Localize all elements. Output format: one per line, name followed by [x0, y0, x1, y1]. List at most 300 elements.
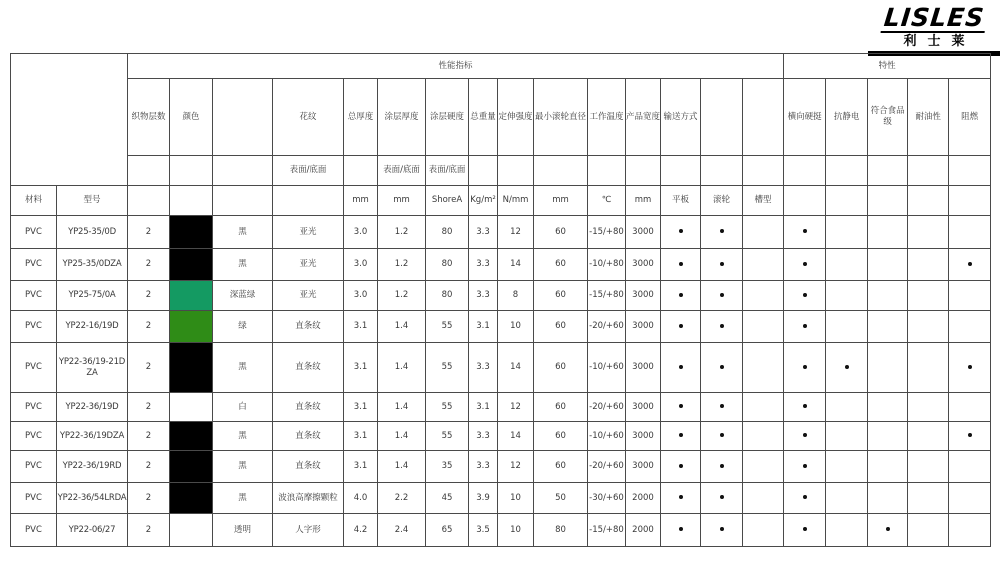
- cell-marker: [826, 451, 868, 483]
- cell-marker: [868, 451, 908, 483]
- cell-plies: 2: [128, 216, 170, 249]
- cell-pattern: 直条纹: [273, 311, 344, 343]
- dot-marker: [720, 365, 724, 369]
- cell-marker: [701, 451, 743, 483]
- cell-material: PVC: [11, 422, 57, 451]
- sub-header-pattern-surface: 表面/底面: [273, 156, 344, 186]
- cell-plies: 2: [128, 281, 170, 311]
- dot-marker: [679, 324, 683, 328]
- cell-marker: [908, 249, 949, 281]
- cell-marker: [661, 483, 701, 514]
- dot-marker: [679, 262, 683, 266]
- cell-marker: [868, 343, 908, 393]
- cell-marker: [826, 393, 868, 422]
- cell-value: 3.3: [469, 451, 498, 483]
- unit-tensile-strength: N/mm: [498, 186, 534, 216]
- cell-marker: [661, 249, 701, 281]
- table-row: [11, 514, 991, 547]
- cell-value: 3000: [626, 393, 661, 422]
- cell-marker: [784, 281, 826, 311]
- cell-marker: [908, 514, 949, 547]
- cell-model: YP22-36/19DZA: [57, 422, 128, 451]
- cell-marker: [784, 422, 826, 451]
- cell-pattern: 直条纹: [273, 393, 344, 422]
- cell-value: -15/+80: [588, 281, 626, 311]
- sub-blank: [661, 156, 701, 186]
- sub-blank: [743, 156, 784, 186]
- cell-value: -15/+80: [588, 514, 626, 547]
- cell-marker: [949, 281, 991, 311]
- cell-marker: [826, 483, 868, 514]
- cell-plies: 2: [128, 311, 170, 343]
- dot-marker: [679, 495, 683, 499]
- table-row: [11, 451, 991, 483]
- convey-flat-label: 平板: [661, 186, 701, 216]
- unit-blank: [128, 186, 170, 216]
- col-header-food-grade: 符合食品级: [868, 79, 908, 156]
- dot-marker: [720, 262, 724, 266]
- brand-logo-cjk: 利士莱: [903, 34, 976, 49]
- dot-marker: [803, 324, 807, 328]
- table-row: [11, 249, 991, 281]
- table-row: [11, 281, 991, 311]
- brand-logo: [868, 5, 1000, 56]
- col-header-color: 颜色: [170, 79, 213, 156]
- unit-blank: [826, 186, 868, 216]
- color-swatch: [170, 249, 213, 281]
- unit-blank: [273, 186, 344, 216]
- cell-marker: [868, 483, 908, 514]
- color-swatch: [170, 216, 213, 249]
- color-swatch: [170, 343, 213, 393]
- dot-marker: [845, 365, 849, 369]
- cell-value: 3.5: [469, 514, 498, 547]
- cell-model: YP25-35/0DZA: [57, 249, 128, 281]
- unit-blank: [784, 186, 826, 216]
- unit-blank: [868, 186, 908, 216]
- cell-value: 12: [498, 393, 534, 422]
- sub-header-row: [11, 156, 991, 186]
- cell-value: 3000: [626, 343, 661, 393]
- cell-value: 55: [426, 311, 469, 343]
- convey-trough-label: 槽型: [743, 186, 784, 216]
- cell-marker: [868, 216, 908, 249]
- cell-value: 80: [426, 249, 469, 281]
- cell-value: 3.3: [469, 281, 498, 311]
- cell-marker: [868, 514, 908, 547]
- sub-blank: [469, 156, 498, 186]
- cell-marker: [743, 216, 784, 249]
- cell-value: 14: [498, 422, 534, 451]
- row-header-material: 材料: [11, 186, 57, 216]
- col-header-total-weight: 总重量: [469, 79, 498, 156]
- cell-marker: [908, 343, 949, 393]
- cell-model: YP22-36/19-21DZA: [57, 343, 128, 393]
- cell-value: 3.3: [469, 249, 498, 281]
- cell-marker: [661, 343, 701, 393]
- sub-blank: [128, 156, 170, 186]
- sub-blank: [908, 156, 949, 186]
- sub-blank: [213, 156, 273, 186]
- cell-value: 55: [426, 422, 469, 451]
- dot-marker: [679, 404, 683, 408]
- cell-plies: 2: [128, 451, 170, 483]
- dot-marker: [803, 404, 807, 408]
- sub-blank: [344, 156, 378, 186]
- cell-marker: [949, 451, 991, 483]
- cell-marker: [908, 483, 949, 514]
- cell-marker: [949, 483, 991, 514]
- cell-value: 2.4: [378, 514, 426, 547]
- cell-value: 10: [498, 311, 534, 343]
- cell-value: -15/+80: [588, 216, 626, 249]
- unit-total-thickness: mm: [344, 186, 378, 216]
- cell-value: 3.3: [469, 343, 498, 393]
- cell-marker: [949, 311, 991, 343]
- cell-value: 3.3: [469, 422, 498, 451]
- cell-value: 3.0: [344, 216, 378, 249]
- dot-marker: [803, 495, 807, 499]
- sub-blank: [784, 156, 826, 186]
- units-row: [11, 186, 991, 216]
- dot-marker: [720, 293, 724, 297]
- cell-color-name: 深蓝绿: [213, 281, 273, 311]
- cell-material: PVC: [11, 393, 57, 422]
- cell-value: 12: [498, 216, 534, 249]
- cell-pattern: 直条纹: [273, 451, 344, 483]
- cell-pattern: 直条纹: [273, 422, 344, 451]
- cell-value: 3000: [626, 249, 661, 281]
- cell-value: 50: [534, 483, 588, 514]
- cell-marker: [743, 393, 784, 422]
- cell-marker: [701, 311, 743, 343]
- cell-model: YP25-75/0A: [57, 281, 128, 311]
- sub-header-coat-thickness-surface: 表面/底面: [378, 156, 426, 186]
- col-header-coating-hardness: 涂层硬度: [426, 79, 469, 156]
- col-header-tensile-strength: 定伸强度: [498, 79, 534, 156]
- cell-value: 2000: [626, 514, 661, 547]
- unit-blank: [170, 186, 213, 216]
- cell-marker: [949, 216, 991, 249]
- cell-value: 3000: [626, 216, 661, 249]
- group-header-row: [11, 54, 991, 79]
- dot-marker: [720, 464, 724, 468]
- cell-marker: [661, 216, 701, 249]
- cell-marker: [908, 393, 949, 422]
- cell-value: 80: [426, 216, 469, 249]
- sub-blank: [701, 156, 743, 186]
- unit-total-weight: Kg/m²: [469, 186, 498, 216]
- cell-marker: [868, 249, 908, 281]
- cell-marker: [701, 422, 743, 451]
- cell-marker: [908, 311, 949, 343]
- product-spec-table: [10, 53, 991, 547]
- sub-blank: [826, 156, 868, 186]
- cell-marker: [743, 483, 784, 514]
- color-swatch: [170, 281, 213, 311]
- cell-value: 3.0: [344, 249, 378, 281]
- cell-marker: [784, 514, 826, 547]
- cell-value: -30/+60: [588, 483, 626, 514]
- cell-marker: [661, 514, 701, 547]
- table-row: [11, 343, 991, 393]
- cell-material: PVC: [11, 249, 57, 281]
- cell-material: PVC: [11, 451, 57, 483]
- cell-value: 35: [426, 451, 469, 483]
- cell-marker: [868, 422, 908, 451]
- cell-color-name: 白: [213, 393, 273, 422]
- cell-material: PVC: [11, 216, 57, 249]
- cell-marker: [826, 311, 868, 343]
- table-row: [11, 422, 991, 451]
- dot-marker: [679, 229, 683, 233]
- cell-value: 14: [498, 343, 534, 393]
- cell-plies: 2: [128, 514, 170, 547]
- sub-blank: [170, 156, 213, 186]
- cell-marker: [784, 249, 826, 281]
- cell-value: 14: [498, 249, 534, 281]
- cell-value: 3.1: [469, 393, 498, 422]
- cell-value: 8: [498, 281, 534, 311]
- cell-value: 3.1: [344, 311, 378, 343]
- cell-value: 4.2: [344, 514, 378, 547]
- sub-blank: [534, 156, 588, 186]
- cell-pattern: 亚光: [273, 216, 344, 249]
- cell-marker: [743, 249, 784, 281]
- table-row: [11, 311, 991, 343]
- dot-marker: [679, 464, 683, 468]
- cell-model: YP22-16/19D: [57, 311, 128, 343]
- cell-value: -10/+60: [588, 343, 626, 393]
- col-header-working-temperature: 工作温度: [588, 79, 626, 156]
- col-header-antistatic: 抗静电: [826, 79, 868, 156]
- table-row: [11, 393, 991, 422]
- convey-roller-label: 滚轮: [701, 186, 743, 216]
- cell-marker: [908, 451, 949, 483]
- cell-color-name: 黑: [213, 343, 273, 393]
- cell-marker: [661, 281, 701, 311]
- group-header-performance: 性能指标: [128, 54, 784, 79]
- cell-marker: [826, 343, 868, 393]
- cell-value: 60: [534, 249, 588, 281]
- col-header-min-roller-diameter: 最小滚轮直径: [534, 79, 588, 156]
- dot-marker: [679, 527, 683, 531]
- cell-material: PVC: [11, 311, 57, 343]
- unit-blank: [213, 186, 273, 216]
- cell-value: 80: [534, 514, 588, 547]
- cell-value: 12: [498, 451, 534, 483]
- cell-value: 10: [498, 483, 534, 514]
- unit-coating-hardness: ShoreA: [426, 186, 469, 216]
- dot-marker: [720, 229, 724, 233]
- dot-marker: [968, 433, 972, 437]
- cell-marker: [826, 422, 868, 451]
- cell-plies: 2: [128, 393, 170, 422]
- cell-plies: 2: [128, 343, 170, 393]
- unit-coating-thickness: mm: [378, 186, 426, 216]
- col-header-product-width: 产品宽度: [626, 79, 661, 156]
- col-header-blank-2: [743, 79, 784, 156]
- dot-marker: [803, 365, 807, 369]
- cell-material: PVC: [11, 343, 57, 393]
- cell-color-name: 绿: [213, 311, 273, 343]
- cell-plies: 2: [128, 422, 170, 451]
- cell-value: -20/+60: [588, 451, 626, 483]
- dot-marker: [720, 404, 724, 408]
- cell-marker: [743, 451, 784, 483]
- cell-marker: [949, 343, 991, 393]
- cell-value: 80: [426, 281, 469, 311]
- cell-value: 3.1: [344, 393, 378, 422]
- unit-product-width: mm: [626, 186, 661, 216]
- cell-marker: [826, 514, 868, 547]
- cell-value: 1.4: [378, 343, 426, 393]
- cell-marker: [826, 281, 868, 311]
- sub-blank: [949, 156, 991, 186]
- cell-value: 3.3: [469, 216, 498, 249]
- cell-color-name: 黑: [213, 216, 273, 249]
- cell-marker: [701, 393, 743, 422]
- dot-marker: [720, 324, 724, 328]
- cell-value: 65: [426, 514, 469, 547]
- cell-pattern: 直条纹: [273, 343, 344, 393]
- cell-color-name: 黑: [213, 483, 273, 514]
- sub-header-coat-hardness-surface: 表面/底面: [426, 156, 469, 186]
- col-header-flame-retardant: 阻燃: [949, 79, 991, 156]
- dot-marker: [803, 464, 807, 468]
- cell-marker: [701, 514, 743, 547]
- cell-value: 2.2: [378, 483, 426, 514]
- sub-blank: [498, 156, 534, 186]
- cell-marker: [743, 311, 784, 343]
- dot-marker: [720, 433, 724, 437]
- col-header-oil-resistance: 耐油性: [908, 79, 949, 156]
- cell-marker: [949, 514, 991, 547]
- cell-model: YP22-06/27: [57, 514, 128, 547]
- cell-marker: [784, 343, 826, 393]
- cell-marker: [868, 281, 908, 311]
- cell-value: 1.4: [378, 422, 426, 451]
- col-header-lateral-stiffness: 横向硬挺: [784, 79, 826, 156]
- col-header-pattern: 花纹: [273, 79, 344, 156]
- cell-value: 60: [534, 343, 588, 393]
- cell-color-name: 黑: [213, 422, 273, 451]
- dot-marker: [720, 527, 724, 531]
- cell-value: 60: [534, 281, 588, 311]
- color-swatch: [170, 422, 213, 451]
- cell-value: 1.4: [378, 393, 426, 422]
- cell-value: -10/+60: [588, 422, 626, 451]
- cell-color-name: 黑: [213, 451, 273, 483]
- unit-blank: [949, 186, 991, 216]
- cell-marker: [784, 216, 826, 249]
- cell-marker: [949, 249, 991, 281]
- cell-pattern: 人字形: [273, 514, 344, 547]
- cell-marker: [661, 311, 701, 343]
- cell-plies: 2: [128, 249, 170, 281]
- cell-material: PVC: [11, 514, 57, 547]
- cell-marker: [784, 393, 826, 422]
- cell-marker: [743, 422, 784, 451]
- cell-model: YP22-36/54LRDA: [57, 483, 128, 514]
- cell-marker: [908, 422, 949, 451]
- cell-marker: [743, 281, 784, 311]
- cell-marker: [701, 249, 743, 281]
- cell-value: 1.2: [378, 281, 426, 311]
- cell-material: PVC: [11, 281, 57, 311]
- table-row: [11, 216, 991, 249]
- cell-value: 60: [534, 216, 588, 249]
- cell-value: 3.1: [344, 451, 378, 483]
- cell-marker: [949, 422, 991, 451]
- color-swatch: [170, 311, 213, 343]
- cell-value: 1.4: [378, 311, 426, 343]
- cell-pattern: 波浪高摩擦颗粒: [273, 483, 344, 514]
- cell-marker: [701, 343, 743, 393]
- col-header-fabric-plies: 织物层数: [128, 79, 170, 156]
- unit-working-temperature: ℃: [588, 186, 626, 216]
- cell-marker: [701, 216, 743, 249]
- cell-value: 3.1: [344, 422, 378, 451]
- cell-marker: [826, 216, 868, 249]
- cell-marker: [784, 311, 826, 343]
- cell-marker: [826, 249, 868, 281]
- cell-value: 1.2: [378, 249, 426, 281]
- cell-value: 4.0: [344, 483, 378, 514]
- cell-marker: [868, 393, 908, 422]
- cell-value: -20/+60: [588, 393, 626, 422]
- cell-pattern: 亚光: [273, 281, 344, 311]
- unit-min-roller-diameter: mm: [534, 186, 588, 216]
- col-header-convey-method: 输送方式: [661, 79, 701, 156]
- cell-value: 1.4: [378, 451, 426, 483]
- dot-marker: [679, 293, 683, 297]
- cell-value: 60: [534, 451, 588, 483]
- unit-blank: [908, 186, 949, 216]
- sub-blank: [868, 156, 908, 186]
- dot-marker: [679, 433, 683, 437]
- color-swatch: [170, 514, 213, 547]
- dot-marker: [968, 262, 972, 266]
- cell-value: 45: [426, 483, 469, 514]
- dot-marker: [803, 229, 807, 233]
- cell-marker: [743, 514, 784, 547]
- cell-marker: [784, 451, 826, 483]
- cell-marker: [661, 393, 701, 422]
- color-swatch: [170, 451, 213, 483]
- cell-pattern: 亚光: [273, 249, 344, 281]
- cell-value: 3000: [626, 422, 661, 451]
- col-header-total-thickness: 总厚度: [344, 79, 378, 156]
- cell-value: 2000: [626, 483, 661, 514]
- col-header-blank-1: [701, 79, 743, 156]
- cell-value: 1.2: [378, 216, 426, 249]
- column-header-row: [11, 79, 991, 156]
- cell-marker: [743, 343, 784, 393]
- cell-color-name: 透明: [213, 514, 273, 547]
- cell-model: YP25-35/0D: [57, 216, 128, 249]
- cell-plies: 2: [128, 483, 170, 514]
- cell-marker: [908, 281, 949, 311]
- cell-marker: [784, 483, 826, 514]
- cell-color-name: 黑: [213, 249, 273, 281]
- dot-marker: [886, 527, 890, 531]
- corner-cell: [11, 54, 128, 186]
- cell-value: 60: [534, 393, 588, 422]
- cell-value: 3000: [626, 451, 661, 483]
- cell-value: 3.1: [469, 311, 498, 343]
- cell-marker: [868, 311, 908, 343]
